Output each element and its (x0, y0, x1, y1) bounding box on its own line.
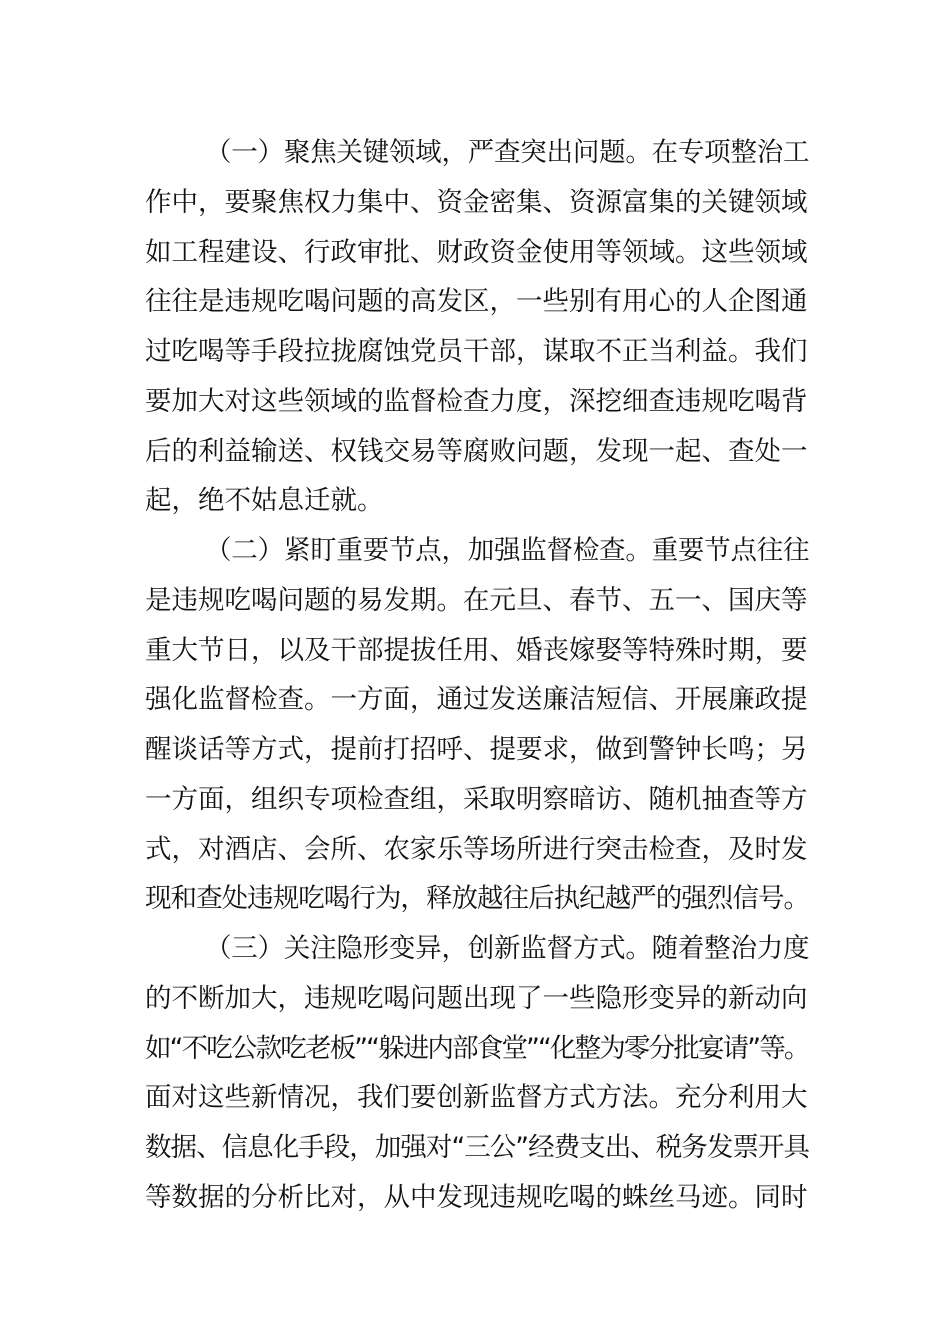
text-line: 等数据的分析比对，从中发现违规吃喝的蛛丝马迹。同时 (145, 1181, 808, 1213)
text-line: 现和查处违规吃喝行为，释放越往后执纪越严的强烈信号。 (145, 883, 810, 915)
text-line: 起，绝不姑息迁就。 (145, 485, 384, 517)
text-line: 后的利益输送、权钱交易等腐败问题，发现一起、查处一 (145, 435, 808, 467)
text-line: （三）关注隐形变异，创新监督方式。随着整治力度 (205, 933, 810, 964)
text-line: 式，对酒店、会所、农家乐等场所进行突击检查，及时发 (145, 833, 808, 865)
paragraph (145, 128, 810, 526)
text-line: （一）聚焦关键领域，严查突出问题。在专项整治工 (205, 137, 810, 168)
text-line: 过吃喝等手段拉拢腐蚀党员干部，谋取不正当利益。我们 (145, 336, 808, 367)
text-line: 强化监督检查。一方面，通过发送廉洁短信、开展廉政提 (145, 684, 808, 716)
text-line: 作中，要聚焦权力集中、资金密集、资源富集的关键领域 (145, 186, 808, 218)
text-line: 往往是违规吃喝问题的高发区，一些别有用心的人企图通 (145, 286, 808, 318)
text-line: 如工程建设、行政审批、财政资金使用等领域。这些领域 (145, 236, 808, 268)
text-line: 重大节日，以及干部提拔任用、婚丧嫁娶等特殊时期，要 (145, 634, 808, 666)
text-line: 数据、信息化手段，加强对“三公”经费支出、税务发票开具 (145, 1132, 809, 1163)
text-line: 如“不吃公款吃老板”“躲进内部食堂”“化整为零分批宴请”等。 (145, 1032, 809, 1064)
text-line: 醒谈话等方式，提前打招呼、提要求，做到警钟长鸣；另 (145, 734, 808, 765)
text-line: （二）紧盯重要节点，加强监督检查。重要节点往往 (205, 535, 810, 566)
paragraph (145, 924, 810, 1223)
paragraph (145, 526, 810, 924)
text-line: 要加大对这些领域的监督检查力度，深挖细查违规吃喝背 (145, 385, 808, 417)
text-line: 是违规吃喝问题的易发期。在元旦、春节、五一、国庆等 (145, 584, 808, 616)
document-body (145, 128, 810, 1223)
text-line: 一方面，组织专项检查组，采取明察暗访、随机抽查等方 (145, 783, 808, 815)
text-line: 面对这些新情况，我们要创新监督方式方法。充分利用大 (145, 1082, 808, 1114)
text-line: 的不断加大，违规吃喝问题出现了一些隐形变异的新动向 (145, 982, 808, 1014)
